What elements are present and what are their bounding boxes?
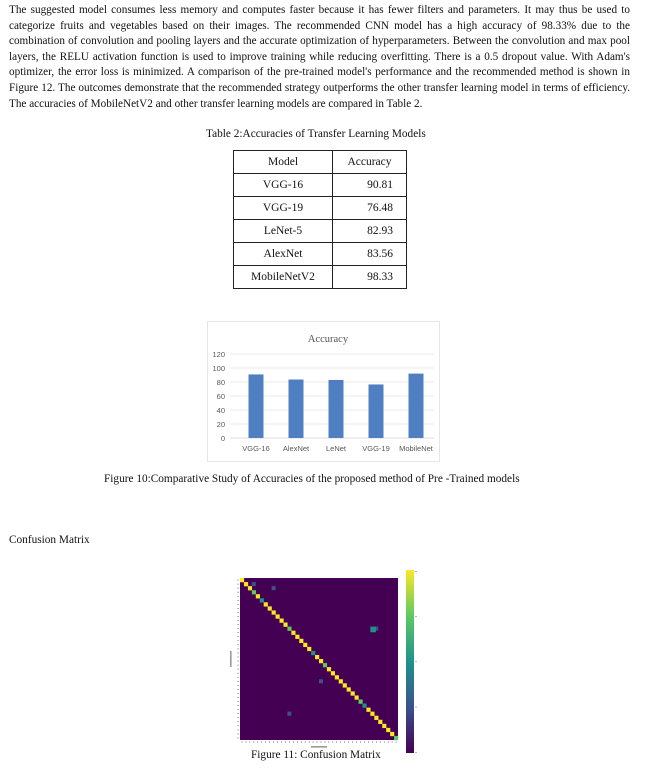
y-tick: [237, 632, 239, 633]
diagonal-cell: [359, 700, 363, 704]
x-tick: [384, 741, 385, 743]
off-diagonal-cell: [287, 712, 291, 716]
colorbar-tick: [415, 707, 417, 708]
y-tick: [237, 709, 239, 710]
x-tick-label: VGG-19: [362, 444, 390, 453]
diagonal-cell: [240, 578, 244, 582]
y-tick: [237, 669, 239, 670]
diagonal-cell: [378, 720, 382, 724]
x-tick-label: AlexNet: [282, 444, 310, 453]
x-tick: [396, 741, 397, 743]
diagonal-cell: [319, 659, 323, 663]
diagonal-cell: [343, 683, 347, 687]
diagonal-cell: [252, 590, 256, 594]
y-tick: [237, 592, 239, 593]
x-tick: [340, 741, 341, 743]
colorbar-tick: [415, 616, 417, 617]
x-tick: [289, 741, 290, 743]
y-tick-label: 100: [212, 364, 225, 373]
diagonal-cell: [276, 614, 280, 618]
x-tick: [265, 741, 266, 743]
x-tick: [242, 741, 243, 743]
x-tick: [261, 741, 262, 743]
diagonal-cell: [287, 627, 291, 631]
y-tick-label: 120: [212, 350, 225, 359]
x-tick: [313, 741, 314, 743]
bar: [369, 384, 384, 438]
x-tick-label: LeNet: [325, 444, 347, 453]
colorbar-tick: [415, 571, 417, 572]
diagonal-cell: [248, 586, 252, 590]
x-tick: [301, 741, 302, 743]
column-header-accuracy: Accuracy: [333, 151, 407, 174]
y-tick: [237, 697, 239, 698]
x-axis-label: [311, 746, 327, 748]
y-tick: [237, 620, 239, 621]
cell-accuracy: 98.33: [333, 266, 407, 289]
diagonal-cell: [260, 598, 264, 602]
y-tick: [237, 689, 239, 690]
y-tick: [237, 721, 239, 722]
y-tick: [237, 665, 239, 666]
y-tick: [237, 636, 239, 637]
y-tick: [237, 580, 239, 581]
y-tick: [237, 604, 239, 605]
diagonal-cell: [315, 655, 319, 659]
accuracy-table: [233, 150, 407, 289]
cell-accuracy: 82.93: [333, 220, 407, 243]
x-tick: [368, 741, 369, 743]
x-tick: [380, 741, 381, 743]
y-tick: [237, 693, 239, 694]
y-tick: [237, 612, 239, 613]
y-tick: [237, 653, 239, 654]
diagonal-cell: [370, 712, 374, 716]
cell-model: LeNet-5: [234, 220, 333, 243]
x-tick: [305, 741, 306, 743]
x-tick-label: MobileNet: [399, 444, 433, 453]
diagonal-cell: [366, 708, 370, 712]
x-tick: [348, 741, 349, 743]
x-tick: [333, 741, 334, 743]
x-tick: [344, 741, 345, 743]
diagonal-cell: [307, 647, 311, 651]
cell-accuracy: 76.48: [333, 197, 407, 220]
table-row: [234, 243, 407, 266]
diagonal-cell: [386, 728, 390, 732]
y-tick: [237, 600, 239, 601]
y-tick: [237, 624, 239, 625]
y-tick: [237, 685, 239, 686]
y-tick: [237, 608, 239, 609]
x-tick: [297, 741, 298, 743]
body-paragraph: The suggested model consumes less memory and computes faster because it has fewer filters and parameters. It may thus be used to categorize fruits and vegetables based on their images. The recommended CNN model has a high accuracy of 98.33% due to the combination of convolution and pooling layers and the accurate optimization of hyperparameters. Between the convolution and max pool layers, the RELU activation function is used to improve training while reducing overfitting. There is a 0.5 dropout value. With Adam's optimizer, the error loss is minimized. A comparison of the pre-trained model's performance and the recommended method is shown in Figure 12. The outcomes demonstrate that the recommended strategy outperforms the other transfer learning model in terms of efficiency. The accuracies of MobileNetV2 and other transfer learning models are compared in Table 2.: [9, 4, 630, 110]
x-tick: [257, 741, 258, 743]
x-tick: [336, 741, 337, 743]
confusion-matrix-figure: [226, 570, 422, 754]
x-tick: [285, 741, 286, 743]
y-tick: [237, 661, 239, 662]
y-tick: [237, 640, 239, 641]
diagonal-cell: [295, 635, 299, 639]
x-tick: [254, 741, 255, 743]
diagonal-cell: [339, 679, 343, 683]
off-diagonal-cell: [319, 679, 323, 683]
x-tick: [246, 741, 247, 743]
colorbar-tick: [415, 662, 417, 663]
table-row: [234, 197, 407, 220]
figure-10-caption: Figure 10:Comparative Study of Accuracies of the proposed method of Pre -Trained models: [104, 473, 520, 485]
y-tick: [237, 701, 239, 702]
cell-model: VGG-16: [234, 174, 333, 197]
x-tick: [360, 741, 361, 743]
y-tick: [237, 738, 239, 739]
diagonal-cell: [394, 736, 398, 740]
y-tick: [237, 730, 239, 731]
x-tick: [364, 741, 365, 743]
x-tick: [321, 741, 322, 743]
bar: [409, 374, 424, 438]
y-tick-label: 20: [216, 420, 225, 429]
x-tick-label: VGG-16: [242, 444, 270, 453]
cell-model: VGG-19: [234, 197, 333, 220]
table-row: [234, 220, 407, 243]
diagonal-cell: [331, 671, 335, 675]
cell-model: MobileNetV2: [234, 266, 333, 289]
diagonal-cell: [390, 732, 394, 736]
x-tick: [392, 741, 393, 743]
colorbar: [406, 570, 414, 753]
y-tick-label: 60: [216, 392, 225, 401]
x-tick: [269, 741, 270, 743]
diagonal-cell: [355, 695, 359, 699]
bar: [329, 380, 344, 438]
x-tick: [388, 741, 389, 743]
table-caption: Table 2:Accuracies of Transfer Learning Models: [206, 128, 426, 140]
diagonal-cell: [291, 631, 295, 635]
bar: [249, 374, 264, 438]
diagonal-cell: [268, 606, 272, 610]
bar: [289, 380, 304, 438]
x-tick: [352, 741, 353, 743]
cell-accuracy: 83.56: [333, 243, 407, 266]
y-tick: [237, 616, 239, 617]
x-tick: [309, 741, 310, 743]
y-tick: [237, 628, 239, 629]
y-tick: [237, 588, 239, 589]
cell-model: AlexNet: [234, 243, 333, 266]
diagonal-cell: [283, 623, 287, 627]
y-tick: [237, 673, 239, 674]
diagonal-cell: [347, 687, 351, 691]
diagonal-cell: [303, 643, 307, 647]
x-tick: [277, 741, 278, 743]
x-tick: [317, 741, 318, 743]
y-tick: [237, 657, 239, 658]
chart-title: Accuracy: [307, 334, 349, 345]
x-tick: [281, 741, 282, 743]
y-tick: [237, 717, 239, 718]
y-tick-label: 80: [216, 378, 225, 387]
accuracy-bar-chart: [208, 322, 439, 461]
y-tick: [237, 681, 239, 682]
y-tick: [237, 677, 239, 678]
y-tick: [237, 584, 239, 585]
x-tick: [372, 741, 373, 743]
y-tick-label: 40: [216, 406, 225, 415]
colorbar-tick: [415, 752, 417, 753]
x-tick: [329, 741, 330, 743]
diagonal-cell: [280, 619, 284, 623]
cell-accuracy: 90.81: [333, 174, 407, 197]
diagonal-cell: [256, 594, 260, 598]
diagonal-cell: [323, 663, 327, 667]
confusion-matrix-plot: [226, 570, 422, 754]
x-tick: [356, 741, 357, 743]
column-header-model: Model: [234, 151, 333, 174]
x-tick: [273, 741, 274, 743]
section-heading: Confusion Matrix: [9, 534, 90, 546]
y-axis-label: [230, 651, 232, 667]
diagonal-cell: [327, 667, 331, 671]
x-tick: [376, 741, 377, 743]
diagonal-cell: [311, 651, 315, 655]
y-tick: [237, 596, 239, 597]
y-tick: [237, 726, 239, 727]
off-diagonal-cell: [272, 586, 276, 590]
table-header-row: [234, 151, 407, 174]
y-tick: [237, 705, 239, 706]
figure-11-caption: Figure 11: Confusion Matrix: [251, 749, 381, 761]
diagonal-cell: [244, 582, 248, 586]
table-row: [234, 266, 407, 289]
off-diagonal-cell: [252, 582, 256, 586]
off-diagonal-cell: [370, 627, 376, 633]
y-tick: [237, 734, 239, 735]
diagonal-cell: [351, 691, 355, 695]
x-tick: [325, 741, 326, 743]
diagonal-cell: [362, 704, 366, 708]
accuracy-chart: [207, 321, 440, 462]
y-tick: [237, 645, 239, 646]
diagonal-cell: [382, 724, 386, 728]
x-tick: [293, 741, 294, 743]
x-tick: [250, 741, 251, 743]
diagonal-cell: [272, 610, 276, 614]
diagonal-cell: [264, 602, 268, 606]
y-tick: [237, 649, 239, 650]
diagonal-cell: [374, 716, 378, 720]
diagonal-cell: [335, 675, 339, 679]
y-tick: [237, 713, 239, 714]
diagonal-cell: [299, 639, 303, 643]
table-row: [234, 174, 407, 197]
y-tick-label: 0: [220, 434, 225, 443]
